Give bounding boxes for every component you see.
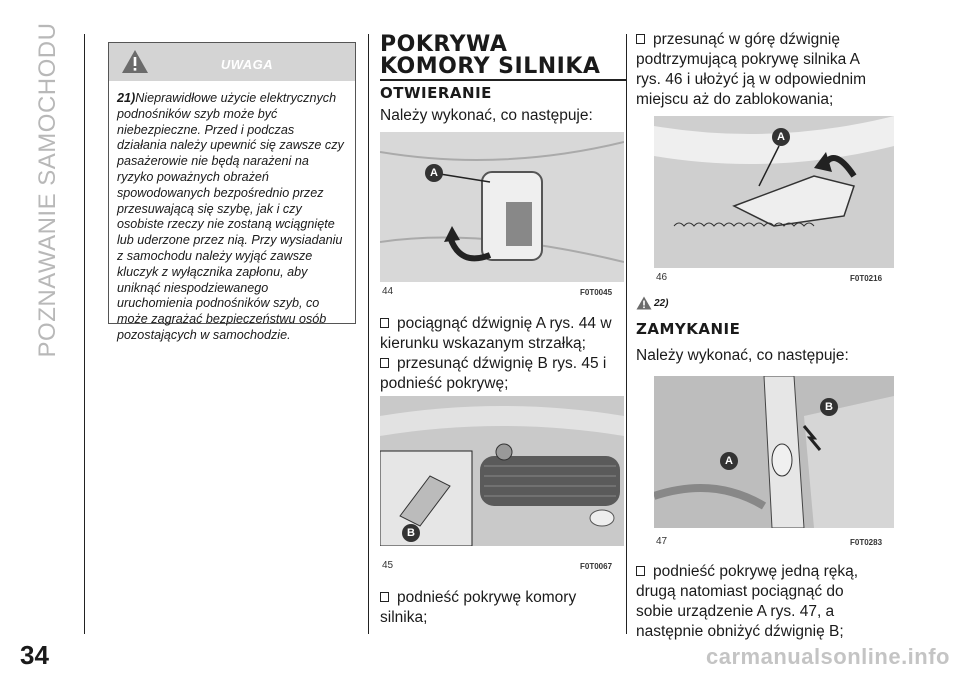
- warning-body: [109, 81, 355, 344]
- figure-46-code: F0T0216: [850, 274, 883, 283]
- callout-b: B: [402, 524, 420, 542]
- callout-a: A: [425, 164, 443, 182]
- warning-title: UWAGA: [220, 57, 274, 72]
- figure-47-code: F0T0283: [850, 538, 883, 547]
- warning-triangle-icon: [636, 296, 652, 310]
- figure-46: [654, 116, 894, 268]
- hood-latch-illustration: [654, 376, 894, 528]
- watermark: carmanualsonline.info: [706, 644, 950, 669]
- callout-b: B: [820, 398, 838, 416]
- checkbox-bullet-icon: [380, 318, 389, 328]
- callout-a: A: [720, 452, 738, 470]
- title-underline: [380, 79, 626, 81]
- step-3: podnieść pokrywę komory silnika;: [380, 589, 577, 626]
- warning-header: [109, 43, 355, 81]
- figure-44-number: 44: [382, 286, 394, 297]
- figure-47: [654, 376, 894, 528]
- open-heading: OTWIERANIE: [380, 84, 492, 102]
- checkbox-bullet-icon: [380, 592, 389, 602]
- left-rule: [84, 34, 85, 634]
- checkbox-bullet-icon: [636, 566, 645, 576]
- warning-box: [108, 42, 356, 342]
- figure-46-number: 46: [656, 272, 668, 283]
- checkbox-bullet-icon: [636, 34, 645, 44]
- warning-reference: 22): [654, 298, 669, 309]
- column-rule-2: [368, 34, 369, 634]
- lever-a-illustration: [380, 132, 624, 282]
- figure-44: [380, 132, 624, 282]
- close-heading: ZAMYKANIE: [636, 320, 741, 338]
- column-rule-3: [626, 34, 627, 634]
- page-number: 34: [20, 640, 49, 670]
- figure-45: [380, 396, 624, 546]
- close-intro: Należy wykonać, co następuje:: [636, 347, 849, 364]
- chapter-side-tab: [8, 22, 88, 358]
- front-grille-illustration: [380, 396, 624, 546]
- checkbox-bullet-icon: [380, 358, 389, 368]
- section-title: POKRYWA KOMORY SILNIKA: [380, 32, 601, 79]
- chapter-title: POZNAWANIE SAMOCHODU: [34, 22, 61, 358]
- step-2: przesunąć dźwignię B rys. 45 i podnieść pokrywę;: [380, 355, 607, 392]
- step-1: pociągnąć dźwignię A rys. 44 w kierunku wskazanym strzałką;: [380, 315, 612, 352]
- figure-45-code: F0T0067: [580, 562, 613, 571]
- callout-a: A: [772, 128, 790, 146]
- warning-ref: 21): [117, 91, 136, 105]
- step-5: podnieść pokrywę jedną ręką, drugą natomiast pociągnąć do sobie urządzenie A rys. 47, a następnie obniżyć dźwignię B;: [636, 563, 859, 640]
- warning-text: Nieprawidłowe użycie elektrycznych podnośników szyb może być niebezpieczne. Przed i podczas działania należy upewnić się zawsze czy pasażerowie nie będą narażeni na ryzyko poważnych obrażeń spowodowanych bezpośrednio przez przesuwającą się szybę, jak i czy osobiste rzeczy nie zostaną wciągnięte lub uderzone przez nią. Przy wysiadaniu z samochodu należy wyjąć zawsze kluczyk z wyłącznika zapłonu, aby uniknąć niespodziewanego uruchomienia podnośników szyb, co może zagrażać bezpieczeństwu osób pozostających w samochodzie.: [117, 91, 344, 342]
- figure-47-number: 47: [656, 536, 668, 547]
- figure-45-number: 45: [382, 560, 394, 571]
- figure-44-code: F0T0045: [580, 288, 613, 297]
- open-intro: Należy wykonać, co następuje:: [380, 107, 593, 124]
- step-4: przesunąć w górę dźwignię podtrzymującą pokrywę silnika A rys. 46 i ułożyć ją w odpowiednim miejscu aż do zablokowania;: [636, 31, 867, 108]
